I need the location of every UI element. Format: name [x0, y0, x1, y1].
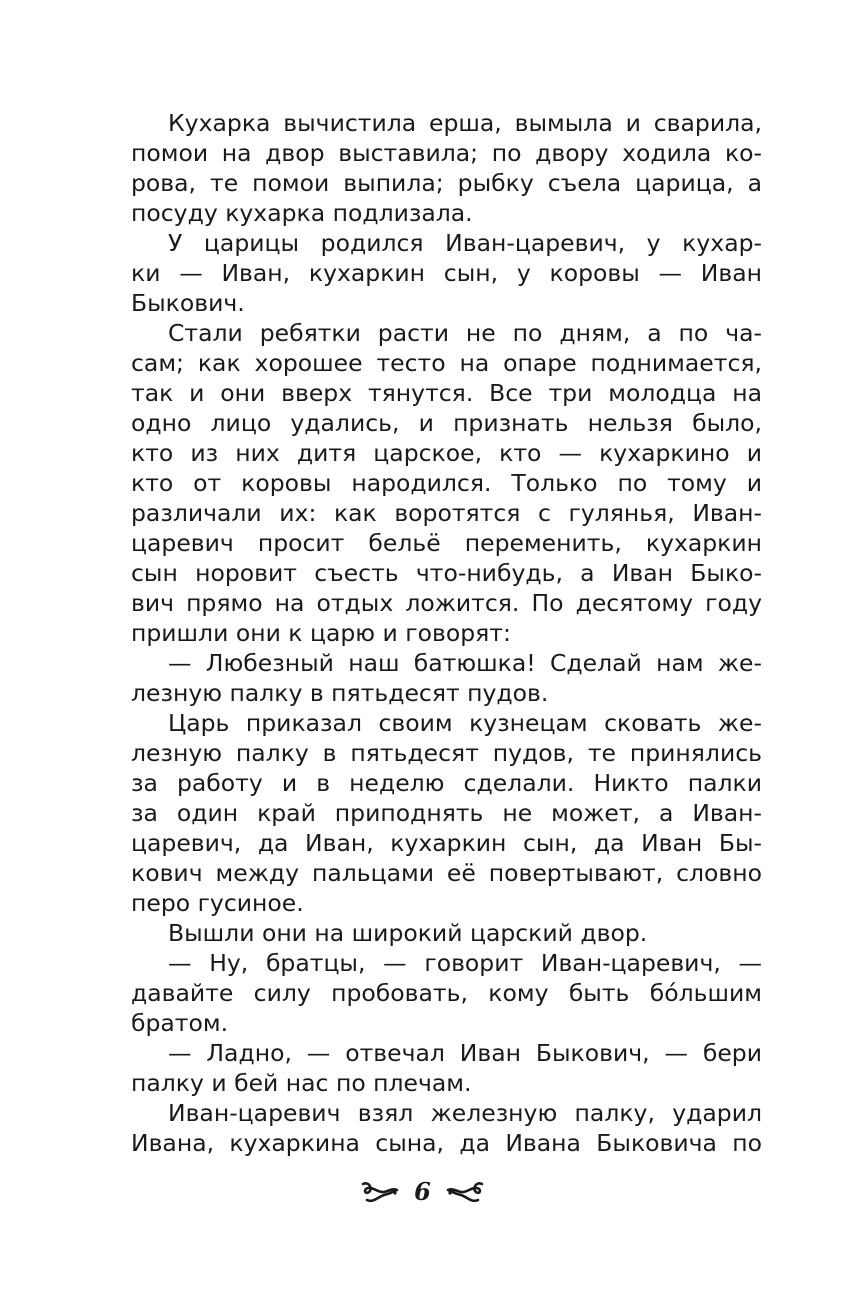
page-number: 6 — [414, 1177, 431, 1206]
text-line: — Ладно, — отвечал Иван Быкович, — бери — [168, 1039, 762, 1067]
text-line: кто из них дитя царское, кто — кухаркино и — [131, 439, 762, 467]
page-footer — [0, 1176, 845, 1208]
text-line: царевич, да Иван, кухаркин сын, да Иван Бы- — [131, 829, 762, 857]
text-line: за один край приподнять не может, а Иван- — [131, 799, 762, 827]
text-line: кто от коровы народился. Только по тому и — [131, 469, 762, 497]
text-line: одно лицо удались, и признать нельзя было, — [131, 409, 762, 437]
swirl-ornament-right-icon — [360, 1179, 400, 1205]
swirl-ornament-left-icon — [445, 1179, 485, 1205]
text-line: царевич просит бельё переменить, кухаркин — [131, 529, 762, 557]
text-line: за работу и в неделю сделали. Никто палки — [131, 769, 762, 797]
text-line: палку и бей нас по плечам. — [131, 1069, 472, 1097]
text-line: вич прямо на отдых ложится. По десятому году — [131, 589, 762, 617]
text-line: посуду кухарка подлизала. — [131, 199, 473, 227]
text-line: так и они вверх тянутся. Все три молодца на — [131, 379, 762, 407]
text-line: сын норовит съесть что-нибудь, а Иван Быко- — [131, 559, 762, 587]
text-line: помои на двор выставила; по двору ходила ко- — [131, 139, 762, 167]
text-line: Ивана, кухаркина сына, да Ивана Быковича по — [131, 1129, 762, 1157]
text-line: братом. — [131, 1009, 229, 1037]
text-line: пришли они к царю и говорят: — [131, 619, 511, 647]
text-line: — Любезный наш батюшка! Сделай нам же- — [168, 649, 762, 677]
text-line: У царицы родился Иван-царевич, у кухар- — [168, 229, 762, 257]
text-line: ки — Иван, кухаркин сын, у коровы — Иван — [131, 259, 762, 287]
text-line: лезную палку в пятьдесят пудов, те принялись — [131, 739, 762, 767]
text-line: Царь приказал своим кузнецам сковать же- — [168, 709, 762, 737]
text-line: лезную палку в пятьдесят пудов. — [131, 679, 549, 707]
text-line: — Ну, братцы, — говорит Иван-царевич, — — [168, 949, 762, 977]
text-line: Вышли они на широкий царский двор. — [168, 919, 648, 947]
text-line: рова, те помои выпила; рыбку съела царица, а — [131, 169, 762, 197]
text-line: Стали ребятки расти не по дням, а по ча- — [168, 319, 762, 347]
text-line: давайте силу пробовать, кому быть бóльшим — [131, 979, 762, 1007]
text-line: Иван-царевич взял железную палку, ударил — [168, 1099, 762, 1127]
text-line: кович между пальцами её повертывают, словно — [131, 859, 762, 887]
text-line: различали их: как воротятся с гулянья, Иван- — [131, 499, 762, 527]
text-line: Кухарка вычистила ерша, вымыла и сварила, — [168, 109, 762, 137]
book-page-text — [131, 108, 762, 1158]
text-line: сам; как хорошее тесто на опаре поднимается, — [131, 349, 762, 377]
text-line: Быкович. — [131, 289, 245, 317]
text-line: перо гусиное. — [131, 889, 304, 917]
